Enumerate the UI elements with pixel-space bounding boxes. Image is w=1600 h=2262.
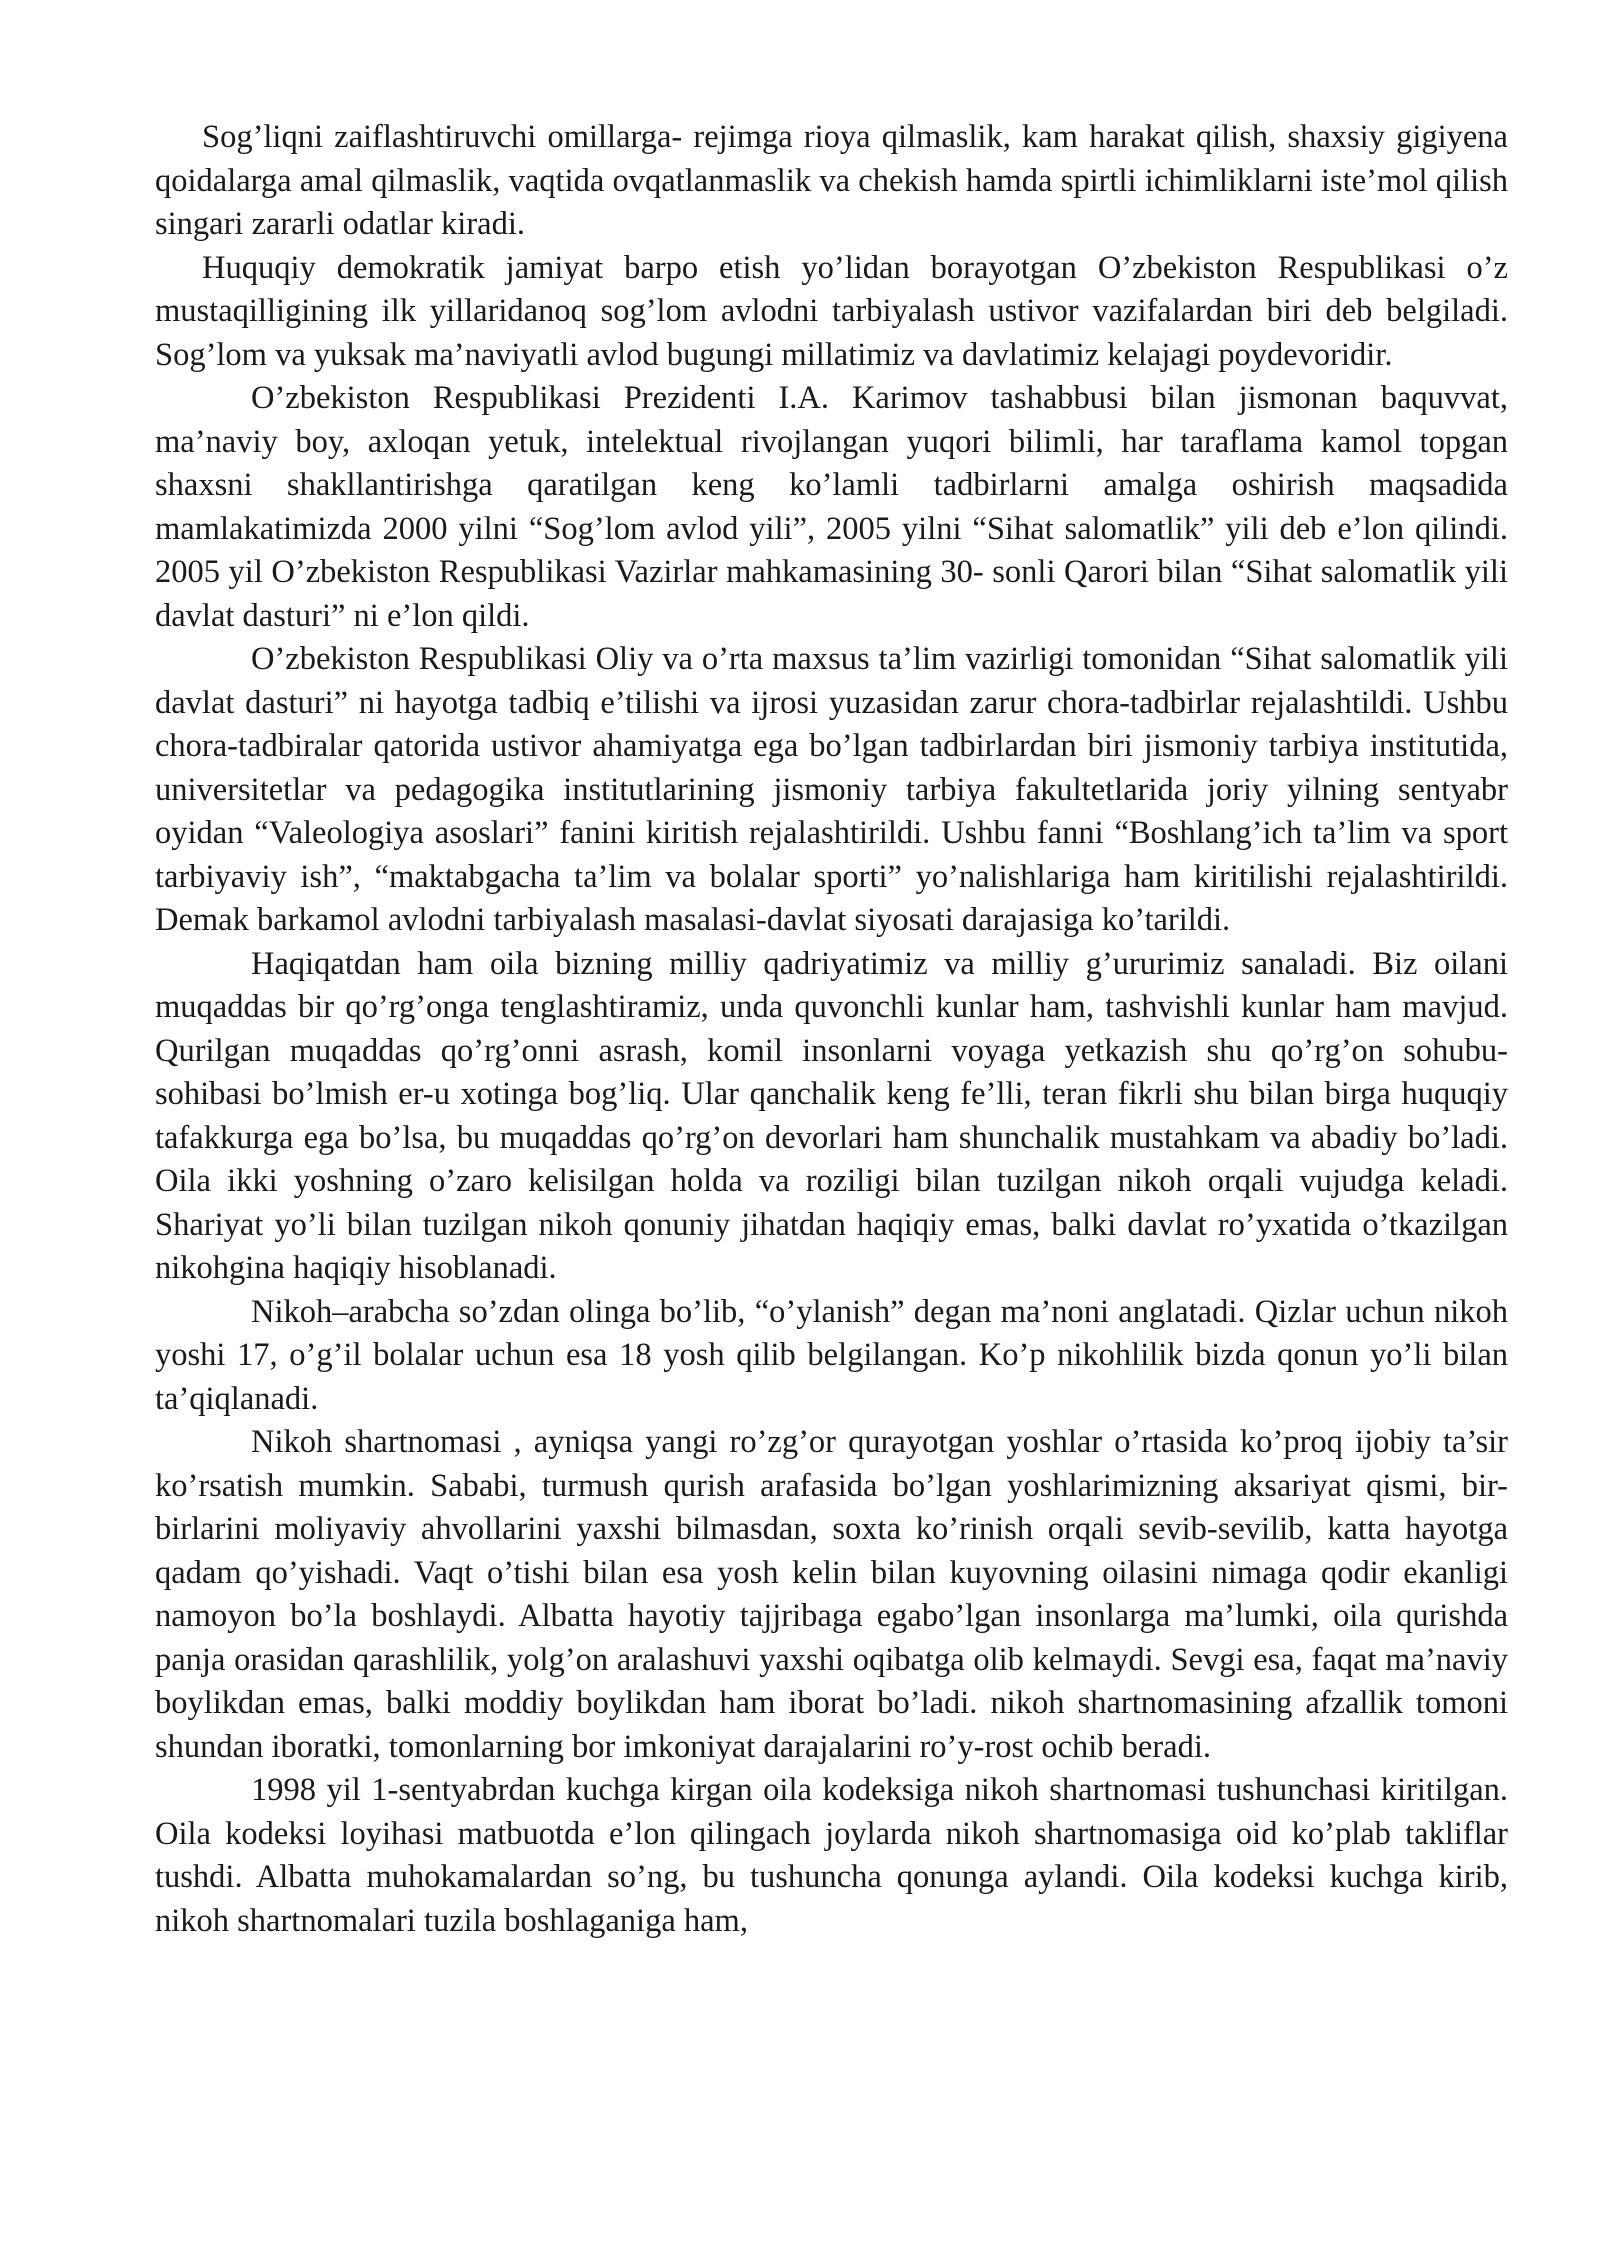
document-page	[155, 116, 1508, 1943]
paragraph-3: O’zbekiston Respublikasi Prezidenti I.A. Karimov tashabbusi bilan jismonan baquvvat, ma’naviy boy, axloqan yetuk, intelektual rivojlangan yuqori bilimli, har taraflama kamol topgan shaxsni shakllantirishga qaratilgan keng ko’lamli tadbirlarni amalga oshirish maqsadida mamlakatimizda 2000 yilni “Sog’lom avlod yili”, 2005 yilni “Sihat salomatlik” yili deb e’lon qilindi. 2005 yil O’zbekiston Respublikasi Vazirlar mahkamasining 30- sonli Qarori bilan “Sihat salomatlik yili davlat dasturi” ni e’lon qildi.	[155, 380, 1508, 634]
paragraph-4: O’zbekiston Respublikasi Oliy va o’rta maxsus ta’lim vazirligi tomonidan “Sihat salomatlik yili davlat dasturi” ni hayotga tadbiq e’tilishi va ijrosi yuzasidan zarur chora-tadbirlar rejalashtildi. Ushbu chora-tadbiralar qatorida ustivor ahamiyatga ega bo’lgan tadbirlardan biri jismoniy tarbiya institutida, universitetlar va pedagogika institutlarining jismoniy tarbiya fakultetlarida joriy yilning sentyabr oyidan “Valeologiya asoslari” fanini kiritish rejalashtirildi. Ushbu fanni “Boshlang’ich ta’lim va sport tarbiyaviy ish”, “maktabgacha ta’lim va bolalar sporti” yo’nalishlariga ham kiritilishi rejalashtirildi. Demak barkamol avlodni tarbiyalash masalasi-davlat siyosati darajasiga ko’tarildi.	[155, 641, 1508, 938]
paragraph-5: Haqiqatdan ham oila bizning milliy qadriyatimiz va milliy g’ururimiz sanaladi. Biz oilani muqaddas bir qo’rg’onga tenglashtiramiz, unda quvonchli kunlar ham, tashvishli kunlar ham mavjud. Qurilgan muqaddas qo’rg’onni asrash, komil insonlarni voyaga yetkazish shu qo’rg’on sohubu- sohibasi bo’lmish er-u xotinga bog’liq. Ular qanchalik keng fe’lli, teran fikrli shu bilan birga huquqiy tafakkurga ega bo’lsa, bu muqaddas qo’rg’on devorlari ham shunchalik mustahkam va abadiy bo’ladi. Oila ikki yoshning o’zaro kelisilgan holda va roziligi bilan tuzilgan nikoh orqali vujudga keladi. Shariyat yo’li bilan tuzilgan nikoh qonuniy jihatdan haqiqiy emas, balki davlat ro’yxatida o’tkazilgan nikohgina haqiqiy hisoblanadi.	[155, 945, 1508, 1286]
paragraph-8: 1998 yil 1-sentyabrdan kuchga kirgan oila kodeksiga nikoh shartnomasi tushunchasi kiritilgan. Oila kodeksi loyihasi matbuotda e’lon qilingach joylarda nikoh shartnomasiga oid ko’plab takliflar tushdi. Albatta muhokamalardan so’ng, bu tushuncha qonunga aylandi. Oila kodeksi kuchga kirib, nikoh shartnomalari tuzila boshlaganiga ham,	[155, 1772, 1508, 1939]
paragraph-7: Nikoh shartnomasi , ayniqsa yangi ro’zg’or qurayotgan yoshlar o’rtasida ko’proq ijobiy ta’sir ko’rsatish mumkin. Sababi, turmush qurish arafasida bo’lgan yoshlarimizning aksariyat qismi, bir-birlarini moliyaviy ahvollarini yaxshi bilmasdan, soxta ko’rinish orqali sevib-sevilib, katta hayotga qadam qo’yishadi. Vaqt o’tishi bilan esa yosh kelin bilan kuyovning oilasini nimaga qodir ekanligi namoyon bo’la boshlaydi. Albatta hayotiy tajjribaga egabo’lgan insonlarga ma’lumki, oila qurishda panja orasidan qarashlilik, yolg’on aralashuvi yaxshi oqibatga olib kelmaydi. Sevgi esa, faqat ma’naviy boylikdan emas, balki moddiy boylikdan ham iborat bo’ladi. nikoh shartnomasining afzallik tomoni shundan iboratki, tomonlarning bor imkoniyat darajalarini ro’y-rost ochib beradi.	[155, 1424, 1508, 1765]
paragraph-6: Nikoh–arabcha so’zdan olinga bo’lib, “o’ylanish” degan ma’noni anglatadi. Qizlar uchun nikoh yoshi 17, o’g’il bolalar uchun esa 18 yosh qilib belgilangan. Ko’p nikohlilik bizda qonun yo’li bilan ta’qiqlanadi.	[155, 1293, 1508, 1417]
paragraph-2: Huquqiy demokratik jamiyat barpo etish yo’lidan borayotgan O’zbekiston Respublikasi o’z mustaqilligining ilk yillaridanoq sog’lom avlodni tarbiyalash ustivor vazifalardan biri deb belgiladi. Sog’lom va yuksak ma’naviyatli avlod bugungi millatimiz va davlatimiz kelajagi poydevoridir.	[155, 249, 1508, 373]
paragraph-1: Sog’liqni zaiflashtiruvchi omillarga- rejimga rioya qilmaslik, kam harakat qilish, shaxsiy gigiyena qoidalarga amal qilmaslik, vaqtida ovqatlanmaslik va chekish hamda spirtli ichimliklarni iste’mol qilish singari zararli odatlar kiradi.	[155, 119, 1508, 242]
